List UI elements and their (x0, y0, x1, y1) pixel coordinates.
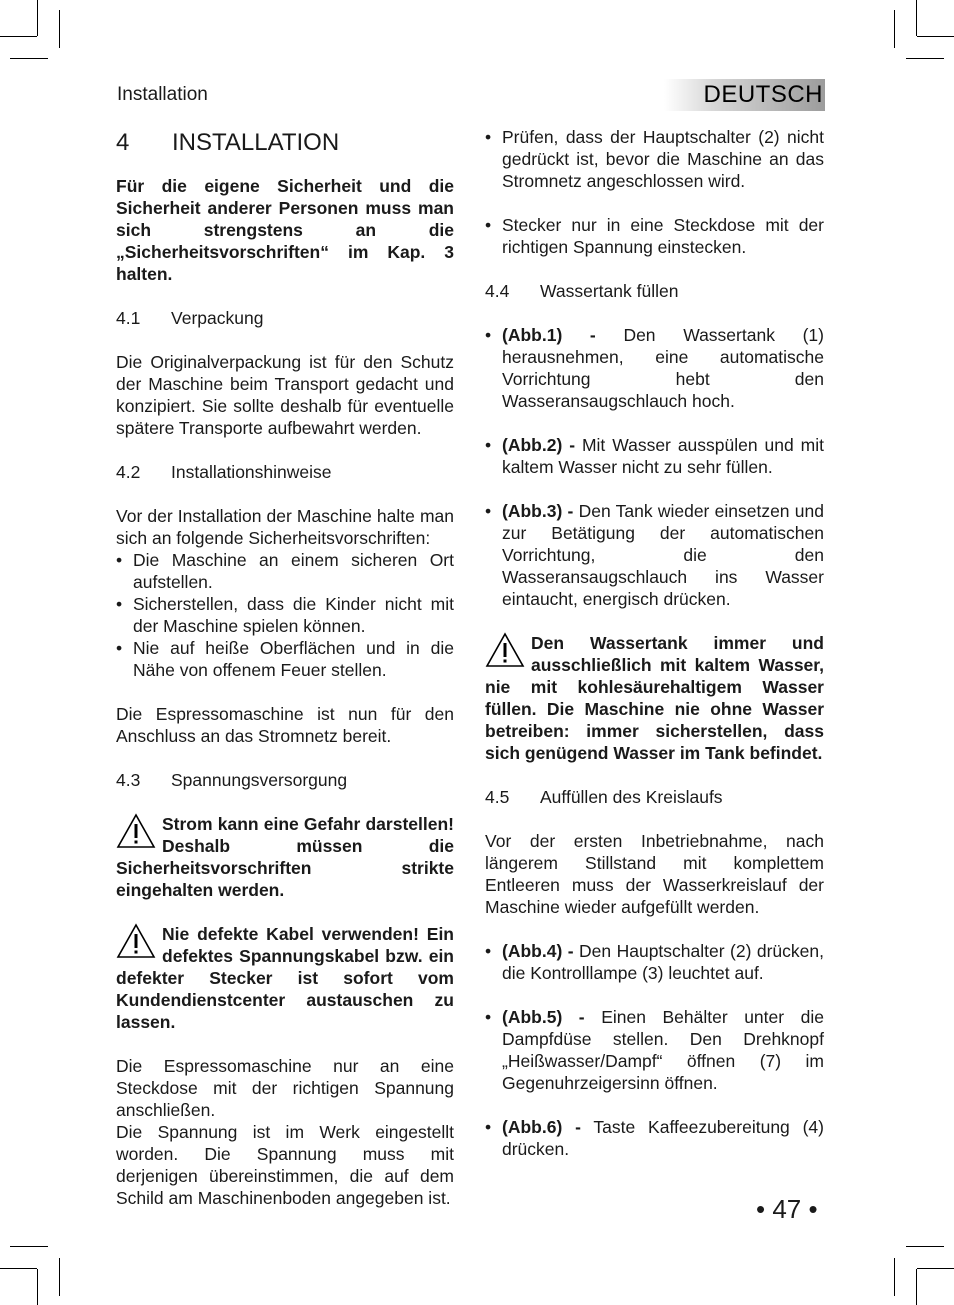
check-list (485, 126, 824, 258)
chapter-number: 4 (116, 129, 130, 156)
warning-triangle-icon (116, 923, 156, 959)
crop-mark (10, 58, 48, 59)
list-item: • Sicherstellen, dass die Kinder nicht mit der Maschine spielen können. (116, 594, 454, 636)
warning-block: Strom kann eine Gefahr darstellen! Deshalb müssen die Sicherheitsvorschriften strikte eingehalten werden. (116, 814, 454, 900)
language-label: DEUTSCH (703, 81, 823, 108)
list-item: • Prüfen, dass der Hauptschalter (2) nicht gedrückt ist, bevor die Maschine an das Stromnetz angeschlossen wird. (485, 127, 824, 191)
warning-block: Nie defekte Kabel verwenden! Ein defektes Spannungskabel bzw. ein defekter Stecker ist sofort vom Kundendienstcenter austauschen zu lassen. (116, 924, 454, 1032)
installation-intro: Vor der Installation der Maschine halte man sich an folgende Sicherheitsvorschriften: (116, 506, 454, 548)
crop-mark (917, 1268, 954, 1269)
circuit-intro: Vor der ersten Inbetriebnahme, nach längerem Stillstand mit komplettem Entleeren muss der Wasserkreislauf der Maschine wieder aufgefüllt werden. (485, 831, 824, 917)
voltage-text-1: Die Espressomaschine nur an eine Steckdose mit der richtigen Spannung anschließen. (116, 1056, 454, 1120)
tank-steps (485, 324, 824, 610)
crop-mark (0, 36, 37, 37)
crop-mark (916, 1269, 917, 1305)
section-heading-4-2: 4.2 Installationshinweise (116, 462, 332, 482)
list-item: • (Abb.5) - Einen Behälter unter die Dampfdüse stellen. Den Drehknopf „Heißwasser/Dampf“ öffnen (7) im Gegenuhrzeigersinn öffnen. (485, 1007, 824, 1093)
circuit-steps (485, 940, 824, 1160)
crop-mark (0, 1268, 37, 1269)
crop-mark (917, 36, 954, 37)
section-heading-4-1: 4.1 Verpackung (116, 308, 264, 328)
crop-mark (59, 10, 60, 48)
warning-triangle-icon (485, 632, 525, 668)
left-column (116, 126, 454, 1231)
running-header: Installation (117, 84, 208, 105)
voltage-text-2: Die Spannung ist im Werk eingestellt worden. Die Spannung muss mit derjenigen übereinstimmen, die auf dem Schild am Maschinenboden angegeben ist. (116, 1122, 454, 1208)
section-heading-4-5: 4.5 Auffüllen des Kreislaufs (485, 787, 723, 807)
page-number: • 47 • (756, 1194, 818, 1224)
safety-intro: Für die eigene Sicherheit und die Sicherheit anderer Personen muss man sich strengstens an die „Sicherheitsvorschriften“ im Kap. 3 halten. (116, 176, 454, 284)
list-item: • Nie auf heiße Oberflächen und in die Nähe von offenem Feuer stellen. (116, 638, 454, 680)
language-tab (664, 79, 825, 111)
crop-mark (59, 1258, 60, 1296)
chapter-title: INSTALLATION (172, 129, 340, 156)
crop-mark (906, 58, 944, 59)
crop-mark (894, 1258, 895, 1296)
section-heading-4-4: 4.4 Wassertank füllen (485, 281, 679, 301)
crop-mark (37, 0, 38, 36)
list-item: • Die Maschine an einem sicheren Ort aufstellen. (116, 550, 454, 592)
list-item: • (Abb.6) - Taste Kaffeezubereitung (4) drücken. (485, 1117, 824, 1159)
crop-mark (916, 0, 917, 36)
crop-mark (894, 10, 895, 48)
crop-mark (37, 1269, 38, 1305)
list-item: • Stecker nur in eine Steckdose mit der richtigen Spannung einstecken. (485, 215, 824, 257)
crop-mark (10, 1246, 48, 1247)
list-item: • (Abb.4) - Den Hauptschalter (2) drücken, die Kontrolllampe (3) leuchtet auf. (485, 941, 824, 983)
list-item: • (Abb.1) - Den Wassertank (1) herausnehmen, eine automatische Vorrichtung hebt den Wasseransaugschlauch hoch. (485, 325, 824, 411)
ready-text: Die Espressomaschine ist nun für den Anschluss an das Stromnetz bereit. (116, 704, 454, 746)
list-item: • (Abb.3) - Den Tank wieder einsetzen und zur Betätigung der automatischen Vorrichtung, die den Wasseransaugschlauch ins Wasser eintaucht, energisch drücken. (485, 501, 824, 609)
section-heading-4-3: 4.3 Spannungsversorgung (116, 770, 348, 790)
chapter-heading (116, 128, 454, 158)
right-column (485, 126, 824, 1182)
installation-list (116, 549, 454, 681)
crop-mark (906, 1246, 944, 1247)
warning-triangle-icon (116, 813, 156, 849)
packaging-text: Die Originalverpackung ist für den Schutz der Maschine beim Transport gedacht und konzipiert. Sie sollte deshalb für eventuelle spätere Transporte aufbewahrt werden. (116, 352, 454, 438)
warning-block: Den Wassertank immer und ausschließlich mit kaltem Wasser, nie mit kohlesäurehaltigem Wasser füllen. Die Maschine nie ohne Wasser betreiben: immer sicherstellen, dass sich genügend Wasser im Tank befindet. (485, 633, 824, 763)
list-item: • (Abb.2) - Mit Wasser ausspülen und mit kaltem Wasser nicht zu sehr füllen. (485, 435, 824, 477)
